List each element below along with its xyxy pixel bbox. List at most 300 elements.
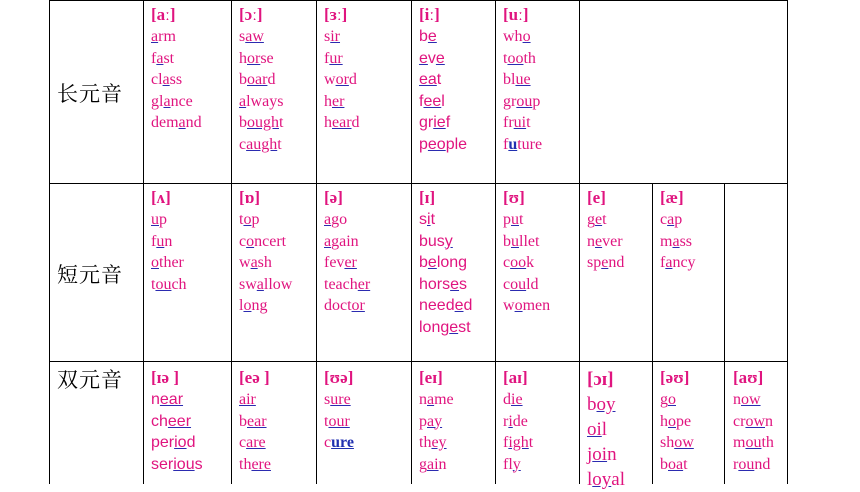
- example-word: [239, 231, 292, 253]
- phoneme-cell: [324, 367, 354, 454]
- example-word: [151, 48, 202, 70]
- word-letters: nd: [608, 254, 625, 271]
- row-divider: [49, 183, 788, 184]
- word-letters: ture: [517, 135, 543, 153]
- underlined-vowel-letters: a: [256, 275, 264, 293]
- example-word: [151, 274, 187, 296]
- word-letters: gr: [419, 114, 434, 131]
- word-letters: t: [528, 434, 534, 451]
- example-word: [239, 454, 271, 476]
- word-letters: r: [503, 412, 509, 430]
- word-letters: t: [151, 275, 156, 293]
- phoneme-cell: [151, 4, 202, 134]
- example-word: [151, 389, 203, 411]
- example-word: [151, 26, 202, 48]
- underlined-vowel-letters: o: [246, 232, 255, 250]
- example-word: [587, 442, 625, 467]
- example-word: [587, 209, 624, 231]
- column-divider: [411, 0, 412, 484]
- underlined-vowel-letters: o: [243, 211, 252, 228]
- word-letters: r: [733, 455, 739, 473]
- word-letters: sw: [239, 275, 257, 293]
- word-letters: t: [279, 114, 284, 131]
- word-letters: j: [587, 444, 593, 465]
- word-letters: th: [239, 455, 252, 473]
- example-word: [733, 454, 774, 476]
- phonetic-symbol: [ɔɪ]: [587, 369, 614, 390]
- example-word: [151, 454, 203, 476]
- example-word: [660, 432, 694, 454]
- underlined-vowel-letters: eer: [167, 412, 192, 430]
- example-word: [503, 26, 542, 48]
- word-letters: cr: [733, 412, 746, 430]
- example-word: [660, 231, 696, 253]
- word-letters: go: [331, 211, 348, 228]
- example-word: [733, 432, 774, 454]
- word-letters: rm: [158, 28, 176, 45]
- word-letters: f: [151, 49, 157, 67]
- word-letters: d: [186, 434, 196, 451]
- phonetic-symbol: [e]: [587, 188, 606, 207]
- word-letters: c: [503, 254, 511, 271]
- example-word: [503, 209, 550, 231]
- word-letters: p: [251, 211, 260, 228]
- example-word: [324, 209, 370, 231]
- word-letters: st: [458, 318, 471, 336]
- underlined-vowel-letters: y: [512, 455, 521, 473]
- word-letters: ver: [602, 232, 623, 250]
- underlined-vowel-letters: i: [508, 412, 513, 430]
- underlined-vowel-letters: oy: [596, 394, 616, 415]
- example-word: [503, 295, 550, 317]
- word-letters: s: [324, 28, 331, 45]
- example-word: [324, 295, 370, 317]
- word-letters: sp: [587, 254, 602, 271]
- example-word: [151, 432, 203, 454]
- underlined-vowel-letters: ou: [155, 275, 172, 293]
- word-letters: d: [503, 391, 511, 408]
- word-letters: sh: [660, 434, 675, 451]
- phonetic-symbol: [aː]: [151, 5, 176, 24]
- example-word: [660, 411, 694, 433]
- underlined-vowel-letters: ere: [251, 455, 271, 473]
- underlined-vowel-letters: a: [239, 92, 247, 110]
- underlined-vowel-letters: oo: [507, 49, 524, 67]
- word-letters: ncert: [254, 232, 287, 250]
- example-word: [419, 454, 454, 476]
- underlined-vowel-letters: iou: [173, 455, 195, 473]
- word-letters: m: [660, 232, 673, 250]
- word-letters: g: [587, 211, 595, 228]
- underlined-vowel-letters: o: [514, 297, 523, 314]
- example-word: [419, 112, 467, 134]
- example-word: [733, 389, 774, 411]
- word-letters: gl: [151, 92, 164, 110]
- underlined-vowel-letters: air: [239, 391, 256, 408]
- example-word: [587, 252, 624, 274]
- column-divider: [724, 183, 725, 484]
- word-letters: gain: [331, 232, 359, 250]
- example-word: [239, 69, 283, 91]
- example-word: [503, 91, 542, 113]
- example-word: [503, 432, 533, 454]
- phoneme-cell: [587, 187, 624, 274]
- word-letters: b: [503, 232, 511, 250]
- underlined-vowel-letters: ey: [431, 434, 447, 451]
- word-letters: ld: [526, 275, 539, 293]
- underlined-vowel-letters: a: [324, 211, 332, 228]
- word-letters: nd: [754, 455, 771, 473]
- row-divider: [49, 361, 788, 362]
- word-letters: t: [526, 114, 531, 131]
- underlined-vowel-letters: i: [427, 211, 431, 228]
- word-letters: w: [239, 254, 251, 271]
- phoneme-cell: [503, 367, 533, 475]
- underlined-vowel-letters: u: [511, 211, 519, 228]
- underlined-vowel-letters: ou: [516, 92, 533, 110]
- phonetic-symbol: [ə]: [324, 188, 343, 207]
- example-word: [151, 252, 187, 274]
- phoneme-cell: [419, 4, 467, 155]
- example-word: [324, 69, 360, 91]
- column-divider: [495, 0, 496, 484]
- word-letters: llet: [519, 232, 540, 250]
- word-letters: l: [587, 469, 593, 490]
- example-word: [239, 112, 283, 134]
- word-letters: ther: [159, 254, 184, 271]
- word-letters: g: [660, 391, 668, 408]
- underlined-vowel-letters: o: [668, 412, 676, 430]
- word-letters: h: [660, 412, 668, 430]
- word-letters: f: [151, 232, 157, 250]
- word-letters: bl: [503, 71, 516, 88]
- example-word: [419, 48, 467, 70]
- underlined-vowel-letters: er: [344, 254, 357, 271]
- underlined-vowel-letters: a: [667, 211, 675, 228]
- word-letters: l: [441, 92, 445, 110]
- word-letters: hors: [419, 275, 451, 293]
- underlined-vowel-letters: e: [427, 254, 437, 271]
- underlined-vowel-letters: ee: [423, 92, 442, 110]
- example-word: [419, 91, 467, 113]
- example-word: [324, 26, 360, 48]
- underlined-vowel-letters: e: [449, 318, 459, 336]
- example-word: [733, 411, 774, 433]
- underlined-vowel-letters: er: [357, 275, 371, 293]
- word-letters: b: [239, 412, 247, 430]
- underlined-vowel-letters: io: [174, 434, 187, 451]
- underlined-vowel-letters: ie: [511, 391, 523, 408]
- column-divider: [652, 183, 653, 484]
- word-letters: p: [503, 211, 511, 228]
- word-letters: need: [419, 297, 455, 314]
- word-letters: d: [463, 297, 473, 314]
- word-letters: ncy: [672, 254, 696, 271]
- word-letters: bus: [419, 232, 445, 250]
- example-word: [151, 231, 187, 253]
- phonetic-symbol: [əʊ]: [660, 368, 690, 387]
- word-letters: c: [239, 232, 247, 250]
- word-letters: t: [430, 211, 436, 228]
- underlined-vowel-letters: oy: [592, 469, 612, 490]
- example-word: [503, 112, 542, 134]
- word-letters: nd: [185, 114, 202, 131]
- word-letters: n: [164, 232, 173, 250]
- word-letters: st: [163, 49, 175, 67]
- word-letters: t: [683, 455, 688, 473]
- word-letters: b: [239, 71, 247, 88]
- word-letters: c: [324, 434, 332, 451]
- underlined-vowel-letters: a: [151, 28, 159, 45]
- example-word: [324, 432, 354, 454]
- underlined-vowel-letters: eo: [427, 135, 446, 153]
- vowel-category-label: 长元音: [57, 82, 123, 106]
- column-divider: [579, 0, 580, 484]
- example-word: [239, 389, 271, 411]
- word-letters: n: [151, 391, 160, 408]
- word-letters: t: [239, 211, 244, 228]
- word-letters: fr: [503, 114, 514, 131]
- underlined-vowel-letters: ay: [427, 412, 443, 430]
- word-letters: s: [324, 391, 331, 408]
- word-letters: n: [419, 391, 427, 408]
- word-letters: p: [532, 92, 541, 110]
- phonetic-symbol: [eə ]: [239, 368, 270, 387]
- underlined-vowel-letters: ou: [510, 275, 527, 293]
- word-letters: wh: [503, 28, 523, 45]
- word-letters: lways: [246, 92, 284, 110]
- example-word: [239, 209, 292, 231]
- phonetic-symbol: [æ]: [660, 188, 684, 207]
- underlined-vowel-letters: ie: [433, 114, 446, 131]
- example-word: [419, 252, 472, 274]
- underlined-vowel-letters: e: [427, 28, 437, 45]
- word-letters: gr: [503, 92, 517, 110]
- example-word: [503, 48, 542, 70]
- word-letters: th: [761, 434, 774, 451]
- word-letters: c: [503, 275, 511, 293]
- underlined-vowel-letters: o: [522, 28, 531, 45]
- underlined-vowel-letters: aw: [245, 28, 264, 45]
- phonetic-symbol: [ɪə ]: [151, 368, 180, 387]
- word-letters: th: [419, 434, 432, 451]
- underlined-vowel-letters: u: [508, 135, 518, 153]
- example-word: [419, 389, 454, 411]
- underlined-vowel-letters: oa: [668, 455, 684, 473]
- word-letters: g: [419, 455, 427, 473]
- example-word: [239, 48, 283, 70]
- word-letters: men: [522, 297, 551, 314]
- word-letters: b: [419, 254, 428, 271]
- word-letters: b: [587, 394, 597, 415]
- column-divider: [143, 0, 144, 484]
- word-letters: s: [194, 455, 203, 473]
- underlined-vowel-letters: ough: [247, 114, 279, 131]
- word-letters: c: [239, 135, 247, 153]
- word-letters: fev: [324, 254, 345, 271]
- word-letters: t: [277, 135, 282, 153]
- underlined-vowel-letters: a: [665, 254, 673, 271]
- example-word: [324, 252, 370, 274]
- word-letters: se: [260, 49, 274, 67]
- example-word: [324, 231, 370, 253]
- word-letters: t: [503, 49, 508, 67]
- phoneme-cell: [660, 187, 696, 274]
- example-word: [503, 69, 542, 91]
- word-letters: per: [151, 434, 175, 451]
- phoneme-cell: [587, 367, 625, 492]
- example-word: [324, 411, 354, 433]
- word-letters: ng: [251, 297, 268, 314]
- phonetic-symbol: [ɒ]: [239, 188, 261, 207]
- example-word: [324, 112, 360, 134]
- example-word: [660, 252, 696, 274]
- example-word: [419, 295, 472, 317]
- phonetic-symbol: [iː]: [419, 5, 440, 24]
- phoneme-cell: [151, 367, 203, 475]
- word-letters: ch: [171, 275, 187, 293]
- phoneme-cell: [733, 367, 774, 475]
- phonetic-symbol: [aɪ]: [503, 368, 528, 387]
- underlined-vowel-letters: ai: [427, 455, 439, 473]
- underlined-vowel-letters: u: [511, 232, 519, 250]
- word-letters: s: [239, 28, 246, 45]
- word-letters: t: [519, 211, 524, 228]
- phonetic-symbol: [eɪ]: [419, 368, 443, 387]
- phonetic-symbol: [uː]: [503, 5, 529, 24]
- example-word: [660, 209, 696, 231]
- vowel-category-label: 短元音: [57, 263, 123, 287]
- example-word: [503, 134, 542, 156]
- phonetic-symbol: [ɔː]: [239, 5, 263, 24]
- phonetic-symbol: [aʊ]: [733, 368, 764, 387]
- vowel-category-label: 双元音: [57, 368, 123, 392]
- example-word: [239, 26, 283, 48]
- word-letters: b: [239, 114, 247, 131]
- underlined-vowel-letters: e: [595, 232, 603, 250]
- column-divider: [231, 0, 232, 484]
- word-letters: d: [351, 114, 360, 131]
- word-letters: n: [733, 391, 741, 408]
- underlined-vowel-letters: a: [156, 49, 164, 67]
- word-letters: n: [765, 412, 773, 430]
- word-letters: n: [607, 444, 617, 465]
- example-word: [419, 209, 472, 231]
- underlined-vowel-letters: ui: [513, 114, 527, 131]
- word-letters: doct: [324, 297, 352, 314]
- underlined-vowel-letters: or: [335, 71, 349, 88]
- phoneme-cell: [503, 4, 542, 155]
- word-letters: b: [419, 28, 428, 45]
- example-word: [503, 231, 550, 253]
- word-letters: w: [503, 297, 515, 314]
- example-word: [660, 389, 694, 411]
- example-word: [587, 392, 625, 417]
- underlined-vowel-letters: ow: [741, 391, 761, 408]
- phoneme-cell: [151, 187, 187, 295]
- example-word: [419, 26, 467, 48]
- underlined-vowel-letters: oo: [510, 254, 527, 271]
- phoneme-cell: [239, 367, 271, 475]
- word-letters: ch: [151, 412, 168, 430]
- underlined-vowel-letters: ou: [745, 434, 762, 451]
- word-letters: ser: [151, 455, 174, 473]
- underlined-vowel-letters: ou: [738, 455, 755, 473]
- underlined-vowel-letters: e: [601, 254, 609, 271]
- underlined-vowel-letters: a: [250, 254, 258, 271]
- word-letters: k: [526, 254, 535, 271]
- word-letters: ss: [679, 232, 693, 250]
- word-letters: m: [733, 434, 746, 451]
- underlined-vowel-letters: a: [162, 71, 170, 88]
- example-word: [151, 209, 187, 231]
- underlined-vowel-letters: ue: [515, 71, 531, 88]
- word-letters: t: [602, 211, 607, 228]
- example-word: [151, 69, 202, 91]
- underlined-vowel-letters: oi: [587, 419, 602, 440]
- table-border-top: [49, 0, 788, 1]
- underlined-vowel-letters: a: [178, 114, 186, 131]
- underlined-vowel-letters: u: [151, 211, 159, 228]
- phonetic-symbol: [ʊə]: [324, 368, 354, 387]
- underlined-vowel-letters: u: [156, 232, 165, 250]
- word-letters: f: [503, 434, 509, 451]
- example-word: [419, 411, 454, 433]
- example-word: [151, 91, 202, 113]
- example-word: [239, 274, 292, 296]
- word-letters: llow: [263, 275, 293, 293]
- underlined-vowel-letters: o: [668, 391, 676, 408]
- phoneme-cell: [419, 187, 472, 338]
- word-letters: p: [159, 211, 167, 228]
- example-word: [239, 411, 271, 433]
- word-letters: w: [324, 71, 336, 88]
- word-letters: h: [239, 49, 247, 67]
- example-word: [239, 252, 292, 274]
- word-letters: long: [419, 318, 450, 336]
- example-word: [151, 112, 202, 134]
- underlined-vowel-letters: ure: [331, 434, 354, 451]
- underlined-vowel-letters: oar: [247, 71, 268, 88]
- example-word: [503, 389, 533, 411]
- word-letters: d: [267, 71, 276, 88]
- word-letters: v: [427, 49, 436, 67]
- word-letters: long: [436, 254, 468, 271]
- phonetic-symbol: [ɪ]: [419, 188, 436, 207]
- underlined-vowel-letters: o: [151, 254, 159, 271]
- underlined-vowel-letters: our: [328, 412, 350, 430]
- underlined-vowel-letters: ear: [247, 412, 267, 430]
- example-word: [587, 417, 625, 442]
- underlined-vowel-letters: e: [595, 211, 603, 228]
- word-letters: me: [434, 391, 454, 408]
- underlined-vowel-letters: or: [247, 49, 261, 67]
- example-word: [239, 432, 271, 454]
- example-word: [503, 454, 533, 476]
- word-letters: f: [503, 135, 509, 153]
- underlined-vowel-letters: igh: [508, 434, 529, 451]
- word-letters: n: [587, 232, 595, 250]
- phoneme-cell: [324, 4, 360, 134]
- word-letters: l: [601, 419, 608, 440]
- example-word: [419, 69, 467, 91]
- example-word: [324, 274, 370, 296]
- underlined-vowel-letters: oi: [592, 444, 608, 465]
- underlined-vowel-letters: ear: [332, 114, 352, 131]
- word-letters: nce: [170, 92, 193, 110]
- word-letters: p: [674, 211, 683, 228]
- underlined-vowel-letters: e: [435, 49, 445, 67]
